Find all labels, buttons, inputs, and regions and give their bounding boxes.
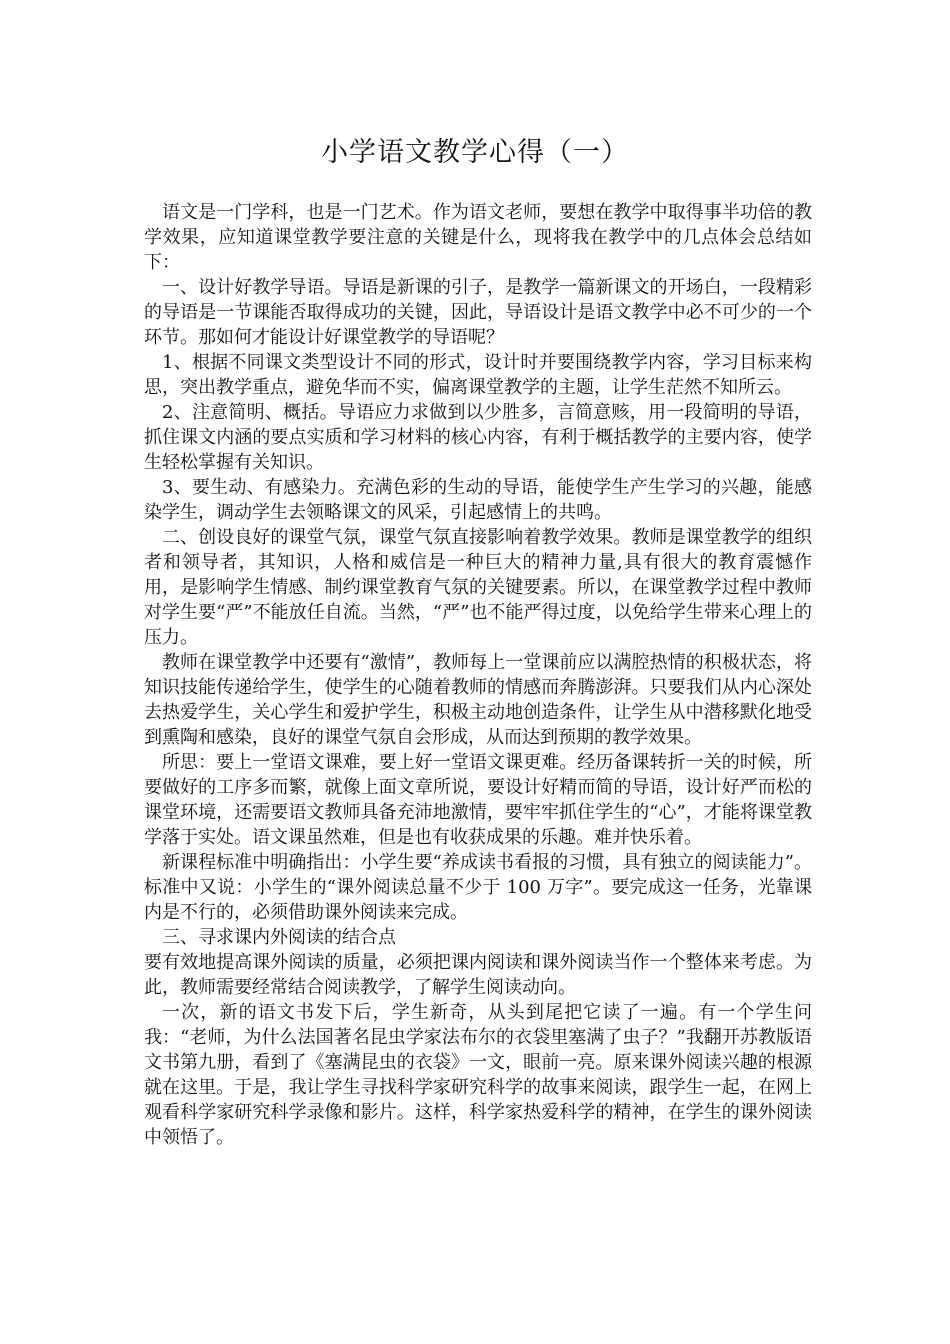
paragraph-reflection: 所思：要上一堂语文课难，要上好一堂语文课更难。经历备课转折一关的时候，所要做好的工序多而繁，就像上面文章所说，要设计好精而简的导语，设计好严而松的课堂环境，还需要语文教师具备充沛地激情，要牢牢抓住学生的“心”，才能将课堂教学落于实处。语文课虽然难，但是也有收获成果的乐趣。难并快乐着。 (144, 752, 812, 848)
paragraph-section-1: 一、设计好教学导语。导语是新课的引子，是教学一篇新课文的开场白，一段精彩的导语是一节课能否取得成功的关键，因此，导语设计是语文教学中必不可少的一个环节。那如何才能设计好课堂教学的导语呢？ (144, 277, 812, 348)
paragraph-section-2: 二、创设良好的课堂气氛，课堂气氛直接影响着教学效果。教师是课堂教学的组织者和领导者，其知识，人格和威信是一种巨大的精神力量,具有很大的教育震憾作用，是影响学生情感、制约课堂教育气氛的关键要素。所以，在课堂教学过程中教师对学生要“严”不能放任自流。当然，“严”也不能严得过度，以免给学生带来心理上的压力。 (144, 527, 812, 648)
paragraph-curriculum: 新课程标准中明确指出：小学生要“养成读书看报的习惯，具有独立的阅读能力”。标准中又说：小学生的“课外阅读总量不少于 100 万字”。要完成这一任务，光靠课内是不行的，必须借助课外阅读来完成。 (144, 852, 812, 923)
paragraph-section-3-heading: 三、寻求课内外阅读的结合点 (162, 927, 396, 948)
paragraph-point-3: 3、要生动、有感染力。充满色彩的生动的导语，能使学生产生学习的兴趣，能感染学生，调动学生去领略课文的风采，引起感情上的共鸣。 (144, 477, 812, 523)
document-body (144, 200, 812, 1150)
paragraph-anecdote: 一次，新的语文书发下后，学生新奇，从头到尾把它读了一遍。有一个学生问我：“老师，为什么法国著名昆虫学家法布尔的衣袋里塞满了虫子？”我翻开苏教版语文书第九册，看到了《塞满昆虫的衣袋》一文，眼前一亮。原来课外阅读兴趣的根源就在这里。于是，我让学生寻找科学家研究科学的故事来阅读，跟学生一起，在网上观看科学家研究科学录像和影片。这样，科学家热爱科学的精神，在学生的课外阅读中领悟了。 (144, 1002, 812, 1148)
paragraph-point-2: 2、注意简明、概括。导语应力求做到以少胜多，言简意赅，用一段简明的导语，抓住课文内涵的要点实质和学习材料的核心内容，有利于概括教学的主要内容，使学生轻松掌握有关知识。 (144, 402, 812, 473)
paragraph-intro: 语文是一门学科，也是一门艺术。作为语文老师，要想在教学中取得事半功倍的教学效果，应知道课堂教学要注意的关键是什么，现将我在教学中的几点体会总结如下： (144, 202, 812, 273)
paragraph-passion: 教师在课堂教学中还要有“激情”，教师每上一堂课前应以满腔热情的积极状态，将知识技能传递给学生，使学生的心随着教师的情感而奔腾澎湃。只要我们从内心深处去热爱学生，关心学生和爱护学生，积极主动地创造条件，让学生从中潜移默化地受到熏陶和感染，良好的课堂气氛自会形成，从而达到预期的教学效果。 (144, 652, 812, 748)
paragraph-reading-quality: 要有效地提高课外阅读的质量，必须把课内阅读和课外阅读当作一个整体来考虑。为此，教师需要经常结合阅读教学，了解学生阅读动向。 (144, 952, 812, 998)
document-title: 小学语文教学心得（一） (321, 137, 629, 168)
paragraph-point-1: 1、根据不同课文类型设计不同的形式，设计时并要围绕教学内容，学习目标来构思，突出教学重点，避免华而不实，偏离课堂教学的主题，让学生茫然不知所云。 (144, 352, 812, 398)
